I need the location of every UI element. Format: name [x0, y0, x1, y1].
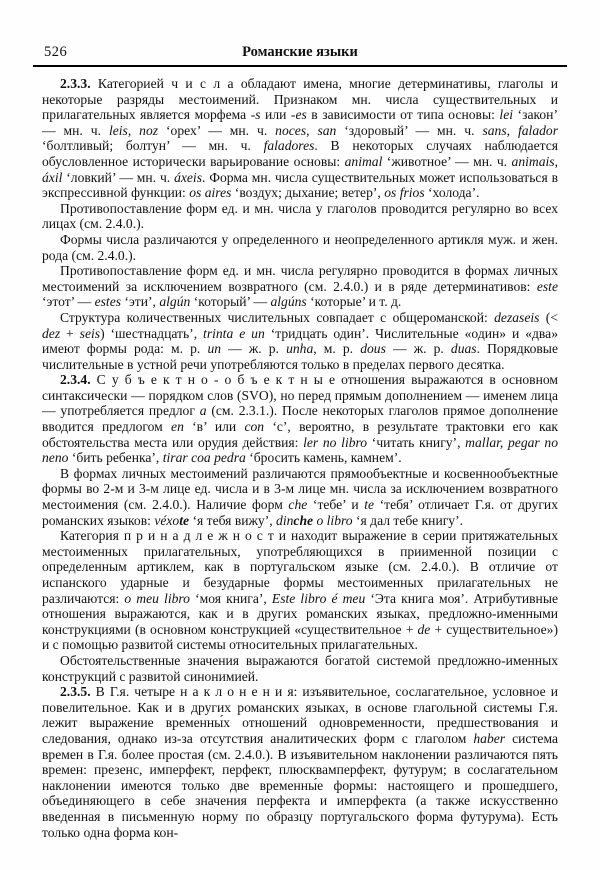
running-title: Романские языки — [242, 44, 358, 60]
paragraph-2-3-4: 2.3.4. С у б ъ е к т н о - о б ъ е к т н ы е отношения выражаются в основном синтаксически — порядком слов (SVO), но перед прямым дополнением — именем лица — употребляется предлог a (см. 2.3.1.). После некоторых глаголов прямое дополнение вводится предлогом en ‘в’ или con ‘с’, вероятно, в результате трактовки его как обстоятельства места или орудия действия: ler no libro ‘читать книгу’, mallar, pegar no neno ‘бить ребенка’, tirar coa pedra ‘бросить камень, камнем’. — [42, 372, 558, 466]
page-header — [44, 44, 556, 64]
header-rule — [33, 65, 567, 67]
paragraph-2-3-3: 2.3.3. Категорией ч и с л а обладают имена, многие детерминативы, глаголы и некоторые разряды местоимений. Признаком мн. числа существительных и прилагательных является морфема -s или -es в зависимости от типа основы: lei ‘закон’ — мн. ч. leis, noz ‘орех’ — мн. ч. noces, san ‘здоровый’ — мн. ч. sans, falador ‘болтливый; болтун’ — мн. ч. faladores. В некоторых случаях наблюдается обусловленное исторически варьирование основы: animal ‘животное’ — мн. ч. animais, áxil ‘ловкий’ — мн. ч. áxeis. Форма мн. числа существительных может использоваться в экспрессивной функции: os aires ‘воздух; дыхание; ветер’, os frios ‘холода’. — [42, 76, 559, 201]
paragraph-numerals: Структура количественных числительных совпадает с общероманской: dezaseis (< dez + seis) ‘шестнадцать’, trinta e un ‘тридцать один’. Числительные «один» и «два» имеют формы рода: м. р. un — ж. р. unha, м. р. dous — ж. р. duas. Порядковые числительные в устной речи употребляются только в пределах первого десятка. — [42, 309, 559, 372]
paragraph-article-number: Формы числа различаются у определенного и неопределенного артикля муж. и жен. рода (см. 2.4.0.). — [42, 231, 558, 263]
page-body — [42, 76, 558, 840]
paragraph-personal-pronouns: В формах личных местоимений различаются прямообъектные и косвеннообъектные формы во 2-м и 3-м лице ед. числа и в 3-м лице мн. числа за исключением возвратного местоимения (см. 2.4.0.). Наличие форм che ‘тебе’ и te ‘тебя’ отличает Г.я. от других романских языков: véxote ‘я тебя вижу’, dinche o libro ‘я дал тебе книгу’. — [42, 465, 558, 528]
paragraph-2-3-5: 2.3.5. В Г.я. четыре н а к л о н е н и я: изъявительное, сослагательное, условное и повелительное. Как и в других романских языках, в основе глагольной системы Г.я. лежит выражение временны́х отношений одновременности, предшествования и следования, однако из-за отсутствия аналитических форм с глаголом haber система времен в Г.я. более простая (см. 2.4.0.). В изъявительном наклонении различаются пять времен: презенс, имперфект, перфект, плюсквамперфект, футурум; в сослагательном наклонении имеются только две временны́е формы: настоящего и прошедшего, объединяющего в себе значения перфекта и имперфекта (а также искусственно введенная в письменную норму по образцу португальского форма футурума). Есть только одна форма кон- — [42, 684, 558, 840]
paragraph-adverbial: Обстоятельственные значения выражаются богатой системой предложно-именных конструкций с развитой синонимией. — [42, 652, 558, 684]
paragraph-pronoun-number: Противопоставление форм ед. и мн. числа регулярно проводится в формах личных местоимений за исключением возвратного (см. 2.4.0.) и в ряде детерминативов: este ‘этот’ — estes ‘эти’, algún ‘который’ — algúns ‘которые’ и т. д. — [42, 263, 558, 310]
paragraph-verb-number: Противопоставление форм ед. и мн. числа у глаголов проводится регулярно во всех лицах (см. 2.4.0.). — [42, 200, 558, 232]
page-number: 526 — [44, 44, 68, 60]
paragraph-possession: Категория п р и н а д л е ж н о с т и находит выражение в серии притяжательных местоименных прилагательных, употребляющихся в приименной позиции с определенным артиклем, как в португальском языке (см. 2.4.0.). В отличие от испанского ударные и безударные формы местоименных прилагательных не различаются: o meu libro ‘моя книга’, Este libro é meu ‘Эта книга моя’. Атрибутивные отношения выражаются, как и в других романских языках, предложно-именными конструкциями (в основном конструкцией «существительное + de + существительное») и с помощью развитой системы относительных прилагательных. — [42, 528, 558, 653]
